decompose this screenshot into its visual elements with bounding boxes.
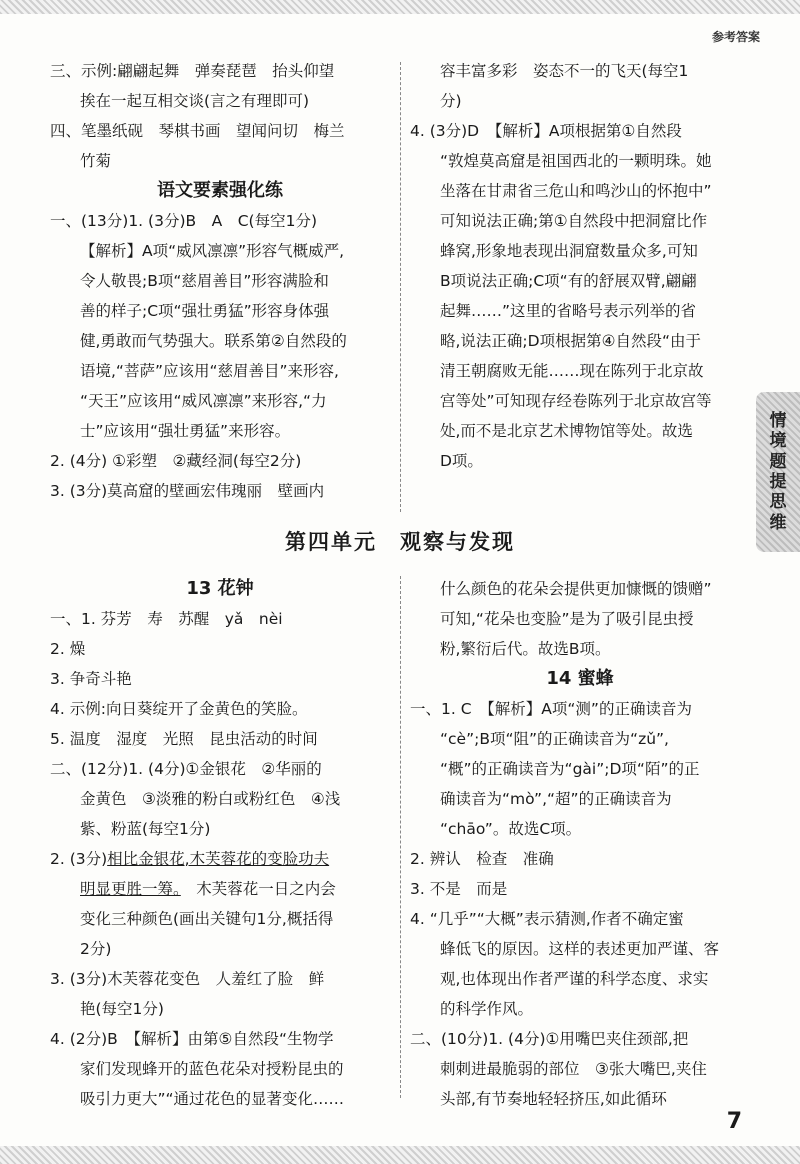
side-tab-char: 思 bbox=[769, 492, 787, 513]
text-line: 家们发现蜂开的蓝色花朵对授粉昆虫的 bbox=[80, 1060, 344, 1078]
text-line: 【解析】A项“威风凛凛”形容气概威严, bbox=[80, 242, 345, 260]
lesson-title: 13 花钟 bbox=[186, 578, 254, 599]
text-fragment: 2. (3分) bbox=[50, 850, 108, 868]
text-line: 一、1. C 【解析】A项“测”的正确读音为 bbox=[410, 700, 692, 718]
text-line: 3. (3分)木芙蓉花变色 人羞红了脸 鲜 bbox=[50, 970, 325, 988]
text-line: 的科学作风。 bbox=[440, 1000, 534, 1018]
column-divider-bottom bbox=[400, 576, 401, 1098]
text-line: 4. (2分)B 【解析】由第⑤自然段“生物学 bbox=[50, 1030, 334, 1048]
text-line: 略,说法正确;D项根据第④自然段“由于 bbox=[440, 332, 702, 350]
text-line: 可知,“花朵也变脸”是为了吸引昆虫授 bbox=[440, 610, 694, 628]
text-line: “chāo”。故选C项。 bbox=[440, 820, 582, 838]
top-left-column bbox=[50, 56, 390, 506]
side-tab-char: 提 bbox=[769, 472, 787, 492]
text-line: 3. (3分)莫高窟的壁画宏伟瑰丽 壁画内 bbox=[50, 482, 325, 500]
text-line bbox=[50, 844, 390, 874]
section-title: 语文要素强化练 bbox=[157, 180, 283, 201]
text-line: 2. (4分) ①彩塑 ②藏经洞(每空2分) bbox=[50, 452, 302, 470]
text-line: 分) bbox=[440, 92, 462, 110]
bottom-border bbox=[0, 1146, 800, 1164]
text-line: 蜂窝,形象地表现出洞窟数量众多,可知 bbox=[440, 242, 698, 260]
text-line: 头部,有节奏地轻轻挤压,如此循环 bbox=[440, 1090, 667, 1108]
text-line: 二、(10分)1. (4分)①用嘴巴夹住颈部,把 bbox=[410, 1030, 689, 1048]
bottom-left-column bbox=[50, 574, 390, 1114]
text-line: 起舞……”这里的省略号表示列举的省 bbox=[440, 302, 697, 320]
top-border bbox=[0, 0, 800, 14]
text-line: 二、(12分)1. (4分)①金银花 ②华丽的 bbox=[50, 760, 322, 778]
text-line: 坐落在甘肃省三危山和鸣沙山的怀抱中” bbox=[440, 182, 712, 200]
text-line: 一、1. 芬芳 寿 苏醒 yǎ nèi bbox=[50, 610, 283, 628]
side-tab-char: 维 bbox=[769, 512, 787, 533]
text-line: 善的样子;C项“强壮勇猛”形容身体强 bbox=[80, 302, 330, 320]
text-line: D项。 bbox=[440, 452, 483, 470]
text-line: 容丰富多彩 姿态不一的飞天(每空1 bbox=[440, 62, 689, 80]
text-line: 4. 示例:向日葵绽开了金黄色的笑脸。 bbox=[50, 700, 308, 718]
side-tab-char: 情 bbox=[769, 410, 787, 431]
text-line: 吸引力更大”“通过花色的显著变化…… bbox=[80, 1090, 345, 1108]
text-line: 什么颜色的花朵会提供更加慷慨的馈赠” bbox=[440, 580, 712, 598]
text-line: 宫等处”可知现存经卷陈列于北京故宫等 bbox=[440, 392, 712, 410]
text-line: 3. 争奇斗艳 bbox=[50, 670, 132, 688]
text-line: 艳(每空1分) bbox=[80, 1000, 164, 1018]
text-line: 粉,繁衍后代。故选B项。 bbox=[440, 640, 611, 658]
text-line: 3. 不是 而是 bbox=[410, 880, 508, 898]
text-line bbox=[50, 874, 390, 904]
text-line: “cè”;B项“阻”的正确读音为“zǔ”, bbox=[440, 730, 669, 748]
bottom-right-column bbox=[410, 574, 750, 1114]
text-line: 挨在一起互相交谈(言之有理即可) bbox=[80, 92, 310, 110]
text-line: 清王朝腐败无能……现在陈列于北京故 bbox=[440, 362, 704, 380]
text-line: 确读音为“mò”,“超”的正确读音为 bbox=[440, 790, 672, 808]
text-line: 2分) bbox=[80, 940, 112, 958]
side-tab-char: 境 bbox=[769, 431, 787, 452]
column-divider-top bbox=[400, 62, 401, 512]
text-line: 变化三种颜色(画出关键句1分,概括得 bbox=[80, 910, 334, 928]
text-line: 金黄色 ③淡雅的粉白或粉红色 ④浅 bbox=[80, 790, 341, 808]
underlined-key-sentence: 相比金银花,木芙蓉花的变脸功夫 bbox=[107, 850, 330, 868]
text-line: 士”应该用“强壮勇猛”来形容。 bbox=[80, 422, 291, 440]
unit-title: 第四单元 观察与发现 bbox=[285, 530, 515, 554]
text-line: 令人敬畏;B项“慈眉善目”形容满脸和 bbox=[80, 272, 329, 290]
text-line: 语境,“菩萨”应该用“慈眉善目”来形容, bbox=[80, 362, 339, 380]
page-number: 7 bbox=[726, 1109, 742, 1134]
text-line: 三、示例:翩翩起舞 弹奏琵琶 抬头仰望 bbox=[50, 62, 335, 80]
text-line: 一、(13分)1. (3分)B A C(每空1分) bbox=[50, 212, 318, 230]
header-label: 参考答案 bbox=[711, 30, 760, 44]
text-line: 可知说法正确;第①自然段中把洞窟比作 bbox=[440, 212, 708, 230]
text-line: 紫、粉蓝(每空1分) bbox=[80, 820, 211, 838]
text-line: 刺刺进最脆弱的部位 ③张大嘴巴,夹住 bbox=[440, 1060, 707, 1078]
text-line: 2. 燥 bbox=[50, 640, 86, 658]
text-line: 蜂低飞的原因。这样的表述更加严谨、客 bbox=[440, 940, 720, 958]
text-line: “概”的正确读音为“gài”;D项“陌”的正 bbox=[440, 760, 700, 778]
text-line: “敦煌莫高窟是祖国西北的一颗明珠。她 bbox=[440, 152, 712, 170]
text-fragment: 木芙蓉花一日之内会 bbox=[180, 880, 336, 898]
text-line: 观,也体现出作者严谨的科学态度、求实 bbox=[440, 970, 709, 988]
text-line: 处,而不是北京艺术博物馆等处。故选 bbox=[440, 422, 693, 440]
underlined-key-sentence: 明显更胜一筹。 bbox=[80, 880, 181, 898]
text-line: 4. (3分)D 【解析】A项根据第①自然段 bbox=[410, 122, 682, 140]
text-line: 竹菊 bbox=[80, 152, 112, 170]
text-line: “天王”应该用“威风凛凛”来形容,“力 bbox=[80, 392, 327, 410]
lesson-title: 14 蜜蜂 bbox=[546, 668, 614, 689]
text-line: 4. “几乎”“大概”表示猜测,作者不确定蜜 bbox=[410, 910, 684, 928]
top-right-column bbox=[410, 56, 750, 476]
text-line: B项说法正确;C项“有的舒展双臂,翩翩 bbox=[440, 272, 697, 290]
text-line: 四、笔墨纸砚 琴棋书画 望闻问切 梅兰 bbox=[50, 122, 345, 140]
text-line: 2. 辨认 检查 准确 bbox=[410, 850, 554, 868]
text-line: 健,勇敢而气势强大。联系第②自然段的 bbox=[80, 332, 347, 350]
text-line: 5. 温度 湿度 光照 昆虫活动的时间 bbox=[50, 730, 318, 748]
side-tab-char: 题 bbox=[769, 451, 787, 472]
